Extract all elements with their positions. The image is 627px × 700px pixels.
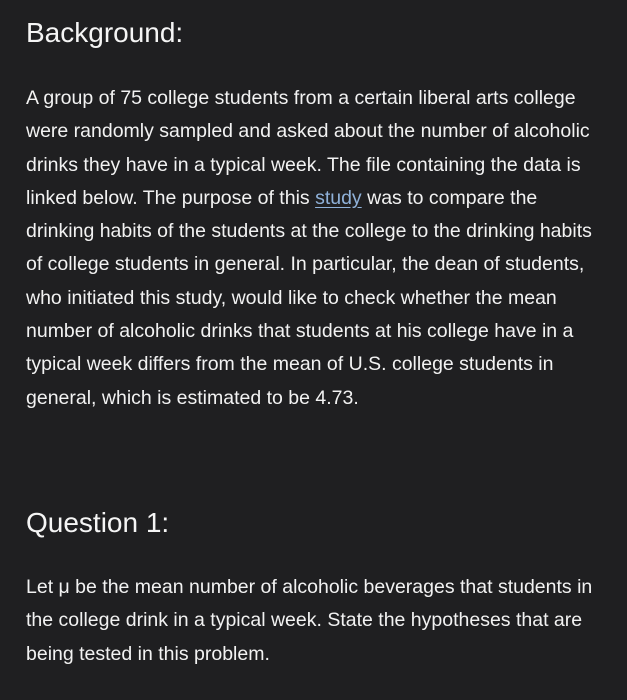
background-text-part-2: was to compare the drinking habits of the students at the college to the drinking habits of college students in general. In particular, the dean of students, who initiated this study, would like to check whether the mean number of alcoholic drinks that students at his college have in a typical week differs from the mean of U.S. college students in general, which is estimated to be 4.73.: [26, 186, 592, 409]
question-1-paragraph: Let μ be the mean number of alcoholic beverages that students in the college drink in a typical week. State the hypotheses that are being tested in this problem.: [26, 576, 593, 665]
background-heading: Background:: [26, 17, 184, 48]
question-1-heading: Question 1:: [26, 507, 170, 538]
study-link[interactable]: study: [315, 186, 362, 209]
background-text-part-1: A group of 75 college students from a certain liberal arts college were randomly sampled and asked about the number of alcoholic drinks they have in a typical week. The file containing the data is linked below. The purpose of this: [26, 87, 590, 209]
background-paragraph: [26, 82, 601, 415]
